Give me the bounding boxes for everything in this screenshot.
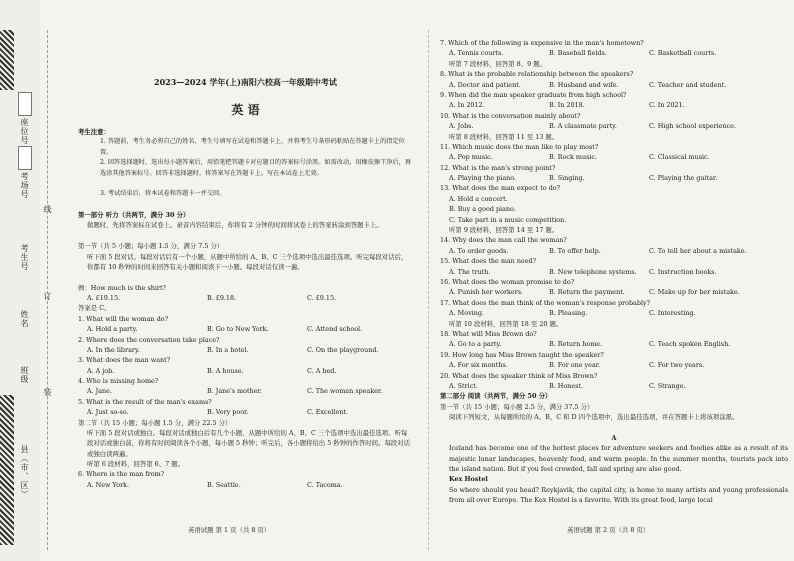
option-b[interactable]: B. Pleasing. bbox=[549, 309, 588, 318]
question-options bbox=[78, 345, 413, 355]
passage-paragraph-2: So where should you head? Reykjavik, the capital city, is home to many artists and young professionals from all over Europe. The Kex Hostel is a favorite. With its great food, large local bbox=[449, 485, 788, 505]
question-options bbox=[78, 324, 413, 334]
option-c[interactable]: C. Tacoma. bbox=[307, 480, 343, 489]
option-b[interactable]: B. For one year. bbox=[549, 361, 601, 370]
option-b[interactable]: B. Go to New York. bbox=[207, 325, 269, 334]
option-a[interactable]: A. In the library. bbox=[87, 345, 140, 354]
option-b[interactable]: B. In 2018. bbox=[549, 101, 585, 110]
option-c[interactable]: C. The woman speaker. bbox=[307, 387, 383, 396]
option-a[interactable]: A. Pop music. bbox=[449, 153, 493, 162]
example-option-b[interactable]: B. £9.18. bbox=[207, 293, 237, 302]
option-c[interactable]: C. Playing the guitar. bbox=[649, 174, 718, 183]
question-options bbox=[440, 267, 788, 277]
part2-heading: 第二部分 阅读（共两节，满分 50 分） bbox=[440, 392, 552, 401]
option-b[interactable]: B. To offer help. bbox=[549, 246, 601, 255]
question-text: 18. What will Miss Brown do? bbox=[440, 329, 537, 338]
listen-material-8: 听第 8 段材料，回答第 11 至 13 题。 bbox=[449, 132, 559, 141]
option-c[interactable]: C. High school experience. bbox=[649, 122, 736, 131]
binding-strip bbox=[0, 0, 52, 561]
question-options bbox=[78, 386, 413, 396]
option-a[interactable]: A. New York. bbox=[87, 480, 130, 489]
passage-letter: A bbox=[611, 434, 617, 443]
listen-material-7: 听第 7 段材料，回答第 8、9 题。 bbox=[449, 59, 547, 68]
option-c[interactable]: C. Basketball courts. bbox=[649, 49, 717, 58]
county-label: 县（市、区） bbox=[20, 445, 29, 499]
option-c[interactable]: C. A bed. bbox=[307, 366, 337, 375]
example-option-a[interactable]: A. £19.15. bbox=[87, 293, 121, 302]
option-a[interactable]: A. Hold a concert. bbox=[449, 194, 508, 203]
option-b[interactable]: B. Baseball fields. bbox=[549, 49, 607, 58]
option-c[interactable]: C. Classical music. bbox=[649, 153, 710, 162]
question-options bbox=[440, 173, 788, 183]
option-a[interactable]: A. Jobs. bbox=[449, 122, 474, 131]
option-c[interactable]: C. Attend school. bbox=[307, 325, 363, 334]
listen-material-6: 听第 6 段材料，回答第 6、7 题。 bbox=[87, 460, 185, 469]
question-text: 7. Which of the following is expensive in the man's hometown? bbox=[440, 39, 644, 47]
question-options bbox=[78, 366, 413, 376]
passage-subtitle: Kex Hostel bbox=[449, 475, 488, 484]
page-fold-line bbox=[428, 30, 429, 550]
question-text: 2. Where does the conversation take place? bbox=[78, 335, 220, 344]
question-text: 9. When did the man speaker graduate from high school? bbox=[440, 90, 627, 99]
question-text: 19. How long has Miss Brown taught the speaker? bbox=[440, 350, 604, 359]
question-text: 5. What is the result of the man's exams? bbox=[78, 397, 212, 406]
option-b[interactable]: B. Return home. bbox=[549, 340, 603, 349]
option-c[interactable]: C. Take part in a music competition. bbox=[449, 215, 567, 224]
question-text: 3. What does the man want? bbox=[78, 356, 171, 365]
notice-heading: 考生注意： bbox=[78, 128, 110, 136]
option-a[interactable]: A. A job. bbox=[87, 366, 115, 375]
page-1 bbox=[78, 76, 413, 490]
option-b[interactable]: B. A classmate party. bbox=[549, 122, 617, 131]
option-a[interactable]: A. Hold a party. bbox=[87, 325, 138, 334]
option-b[interactable]: B. New telephone systems. bbox=[549, 267, 637, 276]
option-b[interactable]: B. Seattle. bbox=[207, 480, 241, 489]
question-text: 10. What is the conversation mainly about? bbox=[440, 111, 581, 120]
notice-item-1: 1. 答题前，考生务必将自己的姓名、考生号填写在试卷和答题卡上，并将考生号条形码粘贴在答题卡上的指定位置。 bbox=[100, 138, 405, 156]
question-text: 14. Why does the man call the woman? bbox=[440, 236, 567, 245]
question-text: 6. Where is the man from? bbox=[78, 470, 165, 479]
option-b[interactable]: B. In a hotel. bbox=[207, 345, 249, 354]
question-options bbox=[440, 48, 788, 58]
question-options bbox=[440, 339, 788, 349]
option-c[interactable]: C. Make up for her mistake. bbox=[649, 288, 740, 297]
exam-room-label: 考场号 bbox=[20, 172, 29, 199]
part2-section1-heading: 第一节（共 15 小题；每小题 2.5 分，满分 37.5 分） bbox=[440, 402, 594, 411]
option-a[interactable]: A. Moving. bbox=[449, 309, 484, 318]
question-text: 20. What does the speaker think of Miss Brown? bbox=[440, 371, 598, 380]
option-a[interactable]: A. Just so-so. bbox=[87, 408, 129, 417]
question-options bbox=[440, 308, 788, 318]
question-text: 8. What is the probable relationship between the speakers? bbox=[440, 70, 634, 79]
option-c[interactable]: C. Strange. bbox=[649, 381, 686, 390]
option-b[interactable]: B. Singing. bbox=[549, 174, 585, 183]
example-options bbox=[78, 293, 413, 303]
option-b[interactable]: B. Buy a good piano. bbox=[449, 205, 516, 214]
option-b[interactable]: B. Jane's mother. bbox=[207, 387, 262, 396]
option-c[interactable]: C. Instruction books. bbox=[649, 267, 717, 276]
option-c[interactable]: C. Excellent. bbox=[307, 408, 348, 417]
question-text: 16. What does the woman promise to do? bbox=[440, 277, 575, 286]
option-c[interactable]: C. On the playground. bbox=[307, 345, 379, 354]
question-text: 11. Which music does the man like to play most? bbox=[440, 142, 599, 151]
example-option-c[interactable]: C. £9.15. bbox=[307, 293, 337, 302]
option-c[interactable]: C. In 2021. bbox=[649, 101, 685, 110]
seal-pack-mark: 装 bbox=[43, 388, 52, 397]
footer-page-2: 英语试题 第 2 页（共 8 页） bbox=[567, 526, 650, 534]
option-a[interactable]: A. Playing the piano. bbox=[449, 174, 517, 183]
question-text: 13. What does the man expect to do? bbox=[440, 184, 561, 193]
option-c[interactable]: C. Interesting. bbox=[649, 309, 696, 318]
section2-intro: 听下面 5 段对话或独白。每段对话或独白后有几个小题，从题中所给的 A、B、C 三个选项中选出最佳选项。听每段对话或独白前，你将有时间阅读各个小题，每小题 5 秒钟；听完后，各小题将给出 5 秒钟的作答时间。每段对话或独白读两遍。 bbox=[87, 429, 411, 458]
footer-page-1: 英语试题 第 1 页（共 8 页） bbox=[188, 526, 271, 534]
listen-material-9: 听第 9 段材料，回答第 14 至 17 题。 bbox=[449, 226, 559, 235]
question-options bbox=[78, 407, 413, 417]
option-b[interactable]: B. Very poor. bbox=[207, 408, 249, 417]
option-a[interactable]: A. To order goods. bbox=[449, 246, 509, 255]
option-a[interactable]: A. Doctor and patient. bbox=[449, 80, 521, 89]
section1-intro: 听下面 5 段对话。每段对话后有一个小题，从题中所给的 A、B、C 三个选项中选出最佳选项。听完每段对话后，你都有 10 秒钟的时间来回答有关小题和阅读下一小题。每段对话仅读一遍。 bbox=[87, 252, 408, 271]
option-a[interactable]: A. Strict. bbox=[449, 381, 478, 390]
seal-bind-mark: 订 bbox=[43, 292, 52, 301]
option-b[interactable]: B. Husband and wife. bbox=[549, 80, 619, 89]
option-a[interactable]: A. Jane. bbox=[87, 387, 112, 396]
section1-heading: 第一节（共 5 小题；每小题 1.5 分，满分 7.5 分） bbox=[78, 242, 224, 251]
option-c[interactable]: C. Teacher and student. bbox=[649, 80, 727, 89]
question-options bbox=[78, 480, 413, 490]
option-a[interactable]: A. Go to a party. bbox=[449, 340, 502, 349]
seal-dash-line bbox=[47, 30, 48, 550]
part2-intro: 阅读下列短文，从每题所给的 A、B、C 和 D 四个选项中，选出最佳选项，并在答题卡上将该项涂黑。 bbox=[449, 413, 739, 422]
listen-material-10: 听第 10 段材料，回答第 18 至 20 题。 bbox=[449, 319, 563, 328]
exam-title: 2023—2024 学年(上)南阳六校高一年级期中考试 bbox=[154, 77, 337, 87]
hatch-bottom bbox=[0, 395, 14, 545]
name-label: 姓名 bbox=[20, 310, 29, 328]
question-options bbox=[440, 152, 788, 162]
part1-heading: 第一部分 听力（共两节，满分 30 分） bbox=[78, 210, 190, 219]
question-text: 17. What does the man think of the woman's response probably? bbox=[440, 298, 651, 307]
exam-room-box[interactable] bbox=[18, 146, 32, 170]
passage-paragraph-1: Iceland has become one of the hottest places for adventure seekers and foodies alike as a result of its majestic lunar landscapes, heavenly food, and warm people. In the summer months, tourists pack into the island nation. But if you feel crowded, fall and spring are also good. bbox=[449, 444, 788, 474]
question-text: 12. What is the man's strong point? bbox=[440, 163, 556, 172]
option-a[interactable]: A. The truth. bbox=[449, 267, 491, 276]
class-label: 班级 bbox=[20, 366, 29, 384]
question-options bbox=[440, 121, 788, 131]
option-a[interactable]: A. For six months. bbox=[449, 361, 508, 370]
question-options bbox=[440, 100, 788, 110]
question-text: 4. Who is missing home? bbox=[78, 377, 159, 386]
seal-line-mark: 线 bbox=[43, 205, 52, 214]
question-text: 1. What will the woman do? bbox=[78, 314, 169, 323]
subject-title: 英 语 bbox=[231, 103, 260, 117]
option-a[interactable]: A. Tennis courts. bbox=[449, 49, 504, 58]
question-options bbox=[440, 360, 788, 370]
section2-heading: 第二节（共 15 小题；每小题 1.5 分，满分 22.5 分） bbox=[78, 418, 232, 427]
page-2 bbox=[440, 38, 788, 506]
question-options bbox=[440, 80, 788, 90]
option-b[interactable]: B. Return the payment. bbox=[549, 288, 625, 297]
student-number-label: 考生号 bbox=[20, 244, 29, 271]
seat-number-box[interactable] bbox=[18, 92, 32, 116]
option-a[interactable]: A. In 2012. bbox=[449, 101, 485, 110]
question-options bbox=[440, 381, 788, 391]
notice-item-2: 2. 回答选择题时，选出每小题答案后，用铅笔把答题卡对应题目的答案标号涂黑。如需改动，用橡皮擦干净后，再选涂其他答案标号。回答非选择题时，将答案写在答题卡上。写在本试卷上无效。 bbox=[100, 159, 412, 177]
option-a[interactable]: A. Punish her workers. bbox=[449, 288, 524, 297]
question-options bbox=[440, 287, 788, 297]
option-c[interactable]: C. Teach spoken English. bbox=[649, 340, 731, 349]
part1-intro: 做题时，先将答案标在试卷上。录音内容结束后，你将有 2 分钟的时间将试卷上的答案转涂到答题卡上。 bbox=[87, 221, 383, 230]
example-question: 例：How much is the shirt? bbox=[78, 283, 166, 292]
example-answer: 答案是 C。 bbox=[78, 304, 111, 313]
question-text: 15. What does the man need? bbox=[440, 257, 537, 266]
option-c[interactable]: C. To tell her about a mistake. bbox=[649, 246, 747, 255]
option-b[interactable]: B. Rock music. bbox=[549, 153, 598, 162]
option-b[interactable]: B. Honest. bbox=[549, 381, 583, 390]
seat-number-label: 座位号 bbox=[20, 118, 29, 145]
question-options bbox=[440, 246, 788, 256]
notice-item-3: 3. 考试结束后，将本试卷和答题卡一并交回。 bbox=[100, 190, 226, 198]
option-c[interactable]: C. For two years. bbox=[649, 361, 705, 370]
option-b[interactable]: B. A house. bbox=[207, 366, 244, 375]
hatch-top bbox=[0, 30, 14, 90]
